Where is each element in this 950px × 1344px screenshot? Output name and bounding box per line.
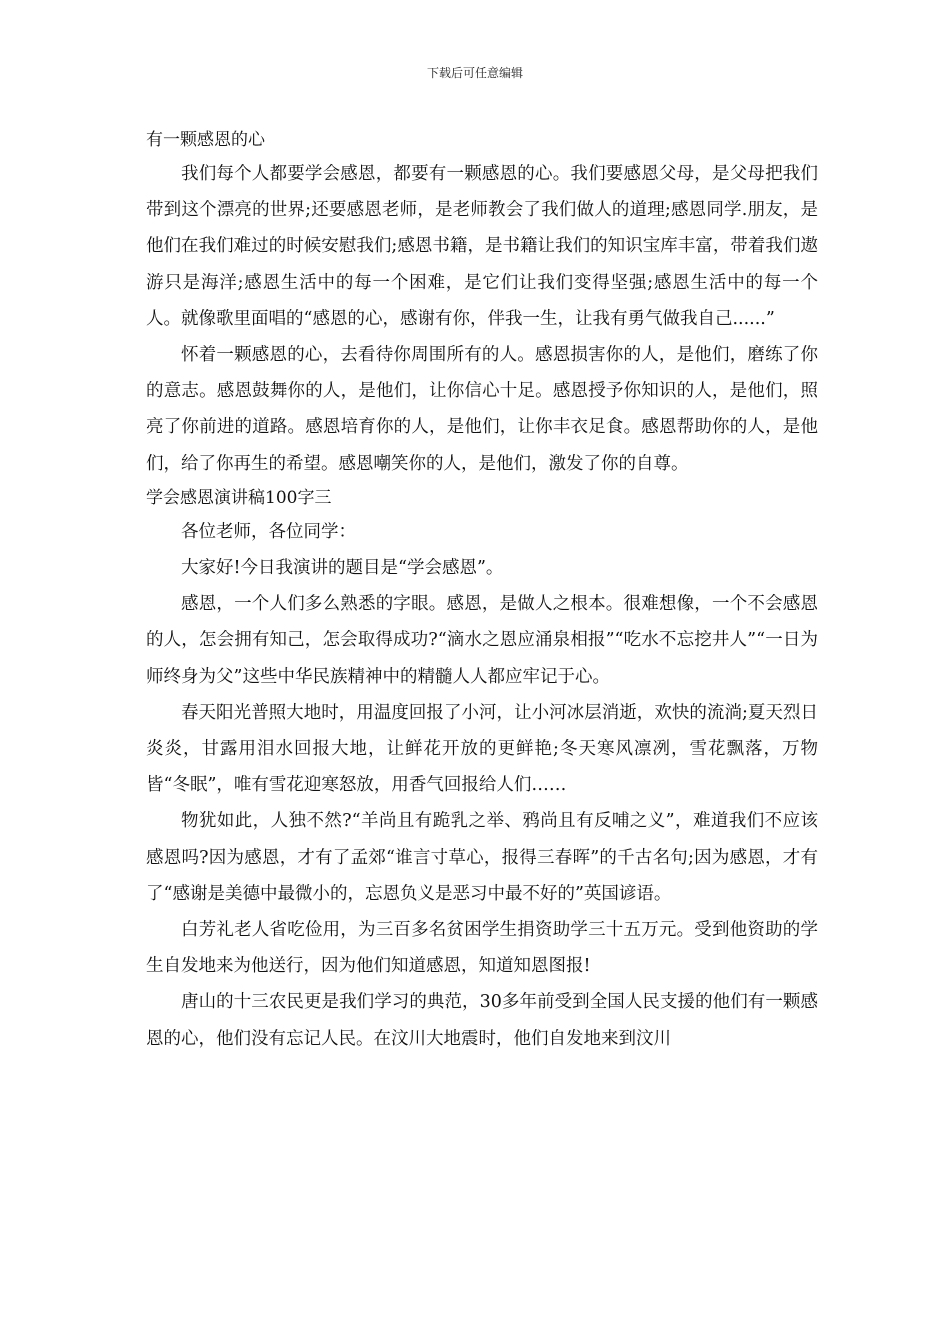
section-heading-2: 学会感恩演讲稿100字三 — [146, 487, 332, 508]
document-body — [146, 124, 818, 1057]
page-header: 下载后可任意编辑 — [426, 66, 523, 80]
paragraph: 感恩，一个人们多么熟悉的字眼。感恩，是做人之根本。很难想像，一个不会感恩的人，怎会拥有知己，怎会取得成功?“滴水之恩应涌泉相报”“吃水不忘挖井人”“一日为师终身为父”这些中华民族精神中的精髓人人都应牢记于心。 — [146, 594, 818, 687]
paragraph: 我们每个人都要学会感恩，都要有一颗感恩的心。我们要感恩父母，是父母把我们带到这个漂亮的世界;还要感恩老师，是老师教会了我们做人的道理;感恩同学.朋友，是他们在我们难过的时候安慰我们;感恩书籍，是书籍让我们的知识宝库丰富，带着我们遨游只是海洋;感恩生活中的每一个困难，是它们让我们变得坚强;感恩生活中的每一个人。就像歌里面唱的“感恩的心，感谢有你，伴我一生，让我有勇气做我自己......” — [146, 164, 818, 329]
paragraph: 大家好!今日我演讲的题目是“学会感恩”。 — [181, 558, 504, 579]
paragraph: 物犹如此，人独不然?“羊尚且有跪乳之举、鸦尚且有反哺之义”，难道我们不应该感恩吗?因为感恩，才有了孟郊“谁言寸草心，报得三春晖”的千古名句;因为感恩，才有了“感谢是美德中最微小的，忘恩负义是恶习中最不好的”英国谚语。 — [146, 811, 818, 904]
paragraph: 怀着一颗感恩的心，去看待你周围所有的人。感恩损害你的人，是他们，磨练了你的意志。感恩鼓舞你的人，是他们，让你信心十足。感恩授予你知识的人，是他们，照亮了你前进的道路。感恩培育你的人，是他们，让你丰衣足食。感恩帮助你的人，是他们，给了你再生的希望。感恩嘲笑你的人，是他们，激发了你的自尊。 — [146, 345, 818, 474]
salutation: 各位老师，各位同学： — [181, 521, 356, 542]
paragraph: 唐山的十三农民更是我们学习的典范，30多年前受到全国人民支援的他们有一颗感恩的心，他们没有忘记人民。在汶川大地震时，他们自发地来到汶川 — [146, 992, 818, 1049]
paragraph: 春天阳光普照大地时，用温度回报了小河，让小河冰层消逝，欢快的流淌;夏天烈日炎炎，甘露用泪水回报大地，让鲜花开放的更鲜艳;冬天寒风凛冽，雪花飘落，万物皆“冬眠”，唯有雪花迎寒怒放，用香气回报给人们…… — [146, 702, 818, 796]
section-heading-1: 有一颗感恩的心 — [146, 130, 265, 150]
paragraph: 白芳礼老人省吃俭用，为三百多名贫困学生捐资助学三十五万元。受到他资助的学生自发地来为他送行，因为他们知道感恩，知道知恩图报! — [146, 920, 818, 977]
